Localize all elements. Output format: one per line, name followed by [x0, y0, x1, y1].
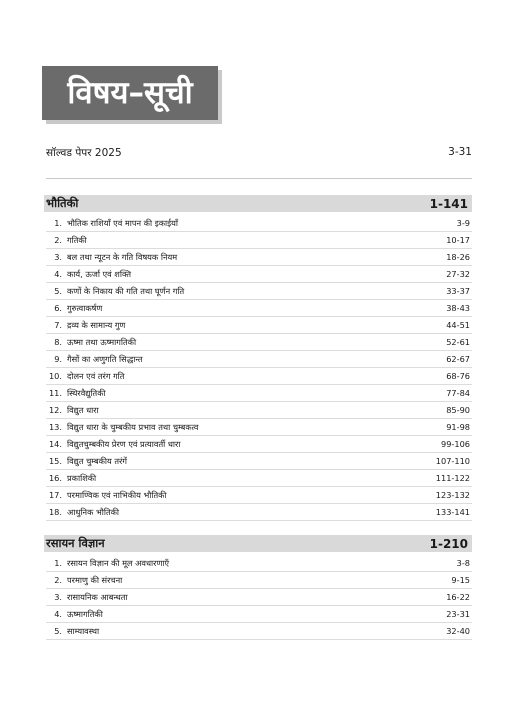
- toc-label: कार्य, ऊर्जा एवं शक्ति: [67, 268, 132, 279]
- title-block: [42, 66, 218, 120]
- toc-label: विद्युत चुम्बकीय तरंगें: [67, 455, 128, 466]
- toc-row[interactable]: [46, 402, 472, 419]
- toc-pages: 9-15: [451, 575, 470, 585]
- toc-number: 15.: [48, 456, 62, 466]
- toc-entry: [46, 575, 122, 586]
- toc-row[interactable]: [46, 334, 472, 351]
- toc-label: आधुनिक भौतिकी: [67, 506, 120, 517]
- toc-row[interactable]: [46, 504, 472, 521]
- toc-number: 3.: [54, 592, 62, 602]
- toc-row[interactable]: [46, 215, 472, 232]
- toc-pages: 99-106: [440, 439, 470, 449]
- toc-row[interactable]: [46, 368, 472, 385]
- toc-entry: [46, 388, 106, 399]
- toc-number: 11.: [48, 388, 62, 398]
- toc-label: प्रकाशिकी: [67, 472, 97, 483]
- toc-number: 17.: [48, 490, 62, 500]
- toc-label: ऊष्मागतिकी: [67, 608, 103, 619]
- toc-entry: [46, 558, 169, 569]
- toc-label: स्थिरवैद्युतिकी: [67, 387, 106, 398]
- toc-row[interactable]: [46, 436, 472, 453]
- toc-number: 2.: [54, 575, 62, 585]
- toc-number: 14.: [48, 439, 62, 449]
- toc-label: ऊष्मा तथा ऊष्मागतिकी: [67, 336, 137, 347]
- toc-pages: 3-8: [456, 558, 470, 568]
- toc-label: विद्युतचुम्बकीय प्रेरण एवं प्रत्यावर्ती धारा: [67, 438, 181, 449]
- toc-number: 2.: [54, 235, 62, 245]
- toc-label: दोलन एवं तरंग गति: [67, 370, 125, 381]
- toc-number: 4.: [54, 269, 62, 279]
- section-header-physics[interactable]: [44, 195, 472, 212]
- toc-number: 3.: [54, 252, 62, 262]
- toc-row[interactable]: [46, 385, 472, 402]
- toc-entry: [46, 592, 128, 603]
- toc-entry: [46, 320, 125, 331]
- toc-row[interactable]: [46, 487, 472, 504]
- toc-pages: 38-43: [446, 303, 470, 313]
- toc-number: 5.: [54, 286, 62, 296]
- toc-entry: [46, 439, 180, 450]
- toc-entry: [46, 405, 99, 416]
- toc-row[interactable]: [46, 589, 472, 606]
- toc-number: 4.: [54, 609, 62, 619]
- toc-label: बल तथा न्यूटन के गति विषयक नियम: [67, 251, 178, 262]
- toc-row[interactable]: [46, 572, 472, 589]
- toc-entry: [46, 218, 178, 229]
- toc-entry: [46, 371, 124, 382]
- toc-label: द्रव्य के सामान्य गुण: [67, 319, 126, 330]
- toc-pages: 77-84: [446, 388, 470, 398]
- toc-entry: [46, 303, 102, 314]
- toc-pages: 68-76: [446, 371, 470, 381]
- divider: [46, 178, 472, 179]
- toc-number: 13.: [48, 422, 62, 432]
- toc-pages: 62-67: [446, 354, 470, 364]
- toc-number: 10.: [48, 371, 62, 381]
- toc-pages: 107-110: [435, 456, 470, 466]
- toc-pages: 23-31: [446, 609, 470, 619]
- toc-pages: 18-26: [446, 252, 470, 262]
- toc-entry: [46, 422, 198, 433]
- toc-label: साम्यावस्था: [67, 625, 100, 636]
- section-title: भौतिकी: [46, 196, 79, 210]
- toc-label: भौतिक राशियाँ एवं मापन की इकाईयाँ: [67, 217, 179, 228]
- toc-pages: 111-122: [435, 473, 470, 483]
- toc-pages: 10-17: [446, 235, 470, 245]
- toc-entry: [46, 252, 177, 263]
- toc-label: कणों के निकाय की गति तथा घूर्णन गति: [67, 285, 185, 296]
- toc-row[interactable]: [46, 470, 472, 487]
- toc-row[interactable]: [46, 249, 472, 266]
- toc-label: परमाणु की संरचना: [67, 574, 123, 585]
- toc-entry: [46, 269, 131, 280]
- toc-row[interactable]: [46, 419, 472, 436]
- toc-entry: [46, 507, 119, 518]
- toc-label: गुरुत्वाकर्षण: [67, 302, 103, 313]
- toc-entry: [46, 490, 167, 501]
- toc-entry: [46, 354, 143, 365]
- toc-number: 6.: [54, 303, 62, 313]
- toc-entry: [46, 609, 103, 620]
- toc-number: 7.: [54, 320, 62, 330]
- toc-pages: 52-61: [446, 337, 470, 347]
- toc-pages: 85-90: [446, 405, 470, 415]
- toc-number: 12.: [48, 405, 62, 415]
- toc-number: 1.: [54, 558, 62, 568]
- toc-label: रसायन विज्ञान की मूल अवधारणाएँ: [67, 557, 170, 568]
- toc-pages: 33-37: [446, 286, 470, 296]
- toc-pages: 3-9: [456, 218, 470, 228]
- toc-row[interactable]: [46, 300, 472, 317]
- toc-number: 1.: [54, 218, 62, 228]
- toc-entry: [46, 626, 99, 637]
- toc-row[interactable]: [46, 266, 472, 283]
- toc-pages: 16-22: [446, 592, 470, 602]
- toc-row[interactable]: [46, 606, 472, 623]
- toc-entry: [46, 286, 184, 297]
- toc-pages: 44-51: [446, 320, 470, 330]
- solved-paper-label: सॉल्वड पेपर 2025: [46, 147, 122, 159]
- section-range: 1-210: [429, 536, 468, 551]
- toc-row[interactable]: [46, 623, 472, 640]
- solved-paper-pages: 3-31: [448, 146, 472, 158]
- toc-pages: 27-32: [446, 269, 470, 279]
- toc-pages: 91-98: [446, 422, 470, 432]
- section-header-chemistry[interactable]: [44, 535, 472, 552]
- toc-pages: 133-141: [435, 507, 470, 517]
- section-items-physics: [46, 215, 472, 521]
- toc-label: रासायनिक आबन्धता: [67, 591, 128, 602]
- toc-entry: [46, 337, 136, 348]
- toc-number: 8.: [54, 337, 62, 347]
- toc-row[interactable]: [46, 283, 472, 300]
- toc-entry: [46, 473, 96, 484]
- toc-number: 5.: [54, 626, 62, 636]
- toc-pages: 123-132: [435, 490, 470, 500]
- toc-number: 18.: [48, 507, 62, 517]
- toc-label: परमाण्विक एवं नाभिकीय भौतिकी: [67, 489, 167, 500]
- toc-label: गतिकी: [67, 234, 87, 245]
- toc-number: 16.: [48, 473, 62, 483]
- toc-entry: [46, 456, 127, 467]
- toc-row[interactable]: [46, 351, 472, 368]
- toc-label: विद्युत धारा: [67, 404, 99, 415]
- solved-paper-row[interactable]: [46, 146, 472, 160]
- page-title: विषय–सूची: [42, 66, 218, 120]
- toc-entry: [46, 235, 87, 246]
- section-range: 1-141: [429, 196, 468, 211]
- toc-row[interactable]: [46, 555, 472, 572]
- toc-row[interactable]: [46, 232, 472, 249]
- toc-label: विद्युत धारा के चुम्बकीय प्रभाव तथा चुम्बकत्व: [67, 421, 199, 432]
- toc-number: 9.: [54, 354, 62, 364]
- toc-row[interactable]: [46, 453, 472, 470]
- toc-pages: 32-40: [446, 626, 470, 636]
- toc-row[interactable]: [46, 317, 472, 334]
- toc-label: गैसों का अणुगति सिद्धान्त: [67, 353, 143, 364]
- section-items-chemistry: [46, 555, 472, 640]
- section-title: रसायन विज्ञान: [46, 536, 105, 550]
